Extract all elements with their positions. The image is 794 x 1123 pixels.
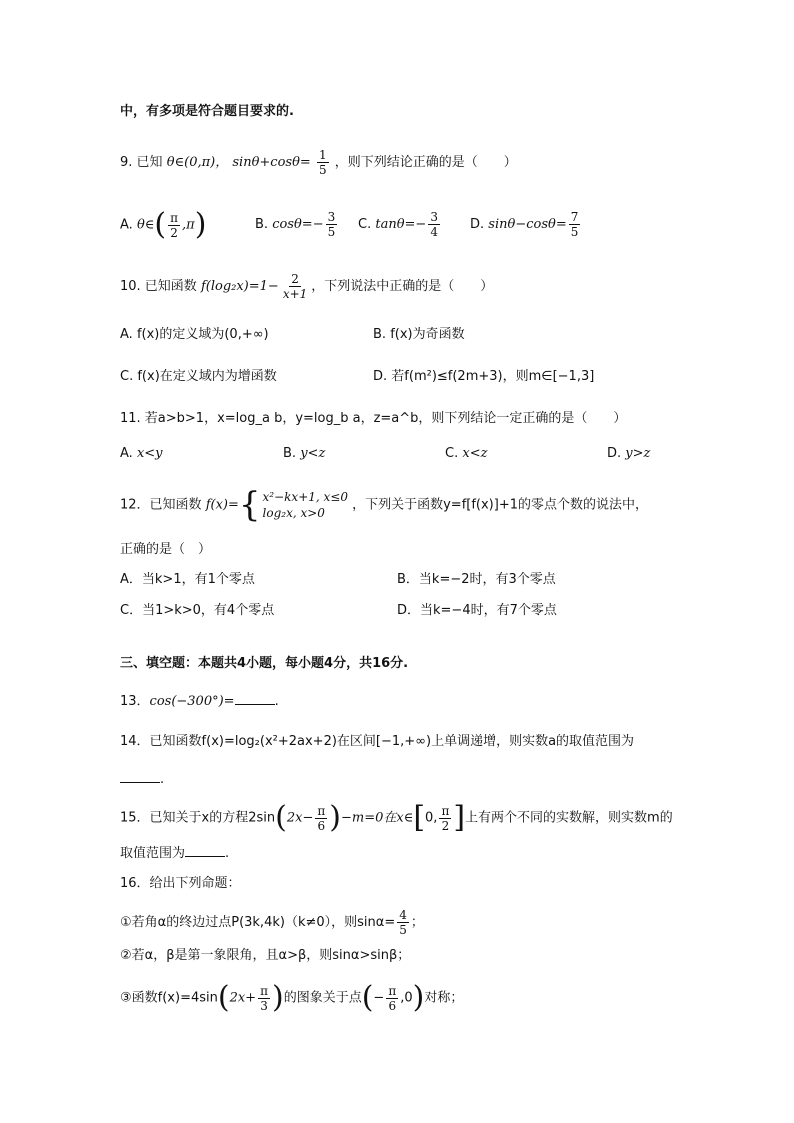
- q10-option-b: [373, 325, 465, 345]
- q12-piecewise: [238, 485, 348, 525]
- q15-int-den: 2: [441, 818, 450, 833]
- q11-option-a: [120, 444, 163, 464]
- q12-suffix: ，下列关于函数y=f[f(x)]+1的零点个数的说法中，: [352, 497, 648, 513]
- q16-p1-fraction: [397, 908, 409, 937]
- q9-condition-sum: sinθ+cosθ=: [232, 155, 311, 170]
- right-paren-icon: ): [194, 207, 207, 242]
- q11-b-label: B.: [283, 446, 297, 461]
- q9-c-fraction: [428, 210, 440, 239]
- q12-option-d: D．当k=−4时，有7个零点: [397, 603, 557, 618]
- q16-p3-post: 对称；: [424, 990, 464, 1006]
- q10-a-text: f(x)的定义域为(0,+∞): [136, 327, 269, 342]
- question-9-stem: [120, 148, 517, 177]
- left-paren-icon: (: [217, 980, 230, 1015]
- q12-option-a: A．当k>1，有1个零点: [120, 572, 255, 587]
- q9-c-den: 4: [430, 225, 438, 239]
- q15-mid: −m=0在x∈: [340, 810, 414, 826]
- q11-b-text: y<z: [300, 446, 326, 461]
- intro-line: 中，有多项是符合题目要求的.: [120, 104, 294, 119]
- q9-a-fraction: [168, 211, 180, 240]
- q10-option-a: [120, 325, 269, 345]
- q16-p3-pre: ③函数f(x)=4sin: [120, 990, 218, 1006]
- right-bracket-icon: ]: [453, 800, 466, 835]
- question-14-line2: [120, 768, 164, 790]
- q15-line2-text: 取值范围为: [120, 846, 186, 861]
- question-16-title: 16．给出下列命题：: [120, 876, 241, 891]
- q16-p3-inner-den: 3: [260, 998, 268, 1013]
- q9-option-b: [255, 210, 339, 239]
- q16-p3-point-fraction: [386, 984, 398, 1013]
- q9-option-c: [358, 210, 442, 239]
- q9-c-num: 3: [430, 210, 438, 224]
- q12-prefix: 12．已知函数: [120, 497, 202, 513]
- question-10-stem: [120, 272, 493, 301]
- q9-option-d: [470, 210, 582, 239]
- q15-inner-fraction: [315, 804, 327, 833]
- question-12-stem: [120, 485, 648, 525]
- q10-frac-num: 2: [291, 272, 299, 286]
- q9-b-label: B.: [255, 217, 269, 232]
- q9-suffix: ，则下列结论正确的是（ ）: [334, 155, 517, 170]
- question-13: [120, 690, 279, 712]
- q9-d-fraction: [569, 210, 581, 239]
- left-paren-icon: (: [154, 207, 167, 242]
- q11-option-d: [607, 444, 650, 464]
- section-3-heading: 三、填空题：本题共4小题，每小题4分，共16分.: [120, 656, 409, 671]
- q9-c-label: C.: [358, 217, 372, 232]
- q9-a-frac-num: π: [170, 210, 178, 225]
- q12-option-c: C．当1>k>0，有4个零点: [120, 603, 275, 618]
- q9-frac-den: 5: [318, 163, 327, 177]
- question-11-stem: 11. 若a>b>1，x=log_a b，y=log_b a，z=a^b，则下列结论一定正确的是（ ）: [120, 411, 627, 426]
- q16-proposition-2: ②若α，β是第一象限角，且α>β，则sinα>sinβ；: [120, 948, 411, 963]
- q15-inner-num: π: [317, 803, 326, 818]
- question-14-line1: 14．已知函数f(x)=log₂(x²+2ax+2)在区间[−1,+∞)上单调递增，则实数a的取值范围为: [120, 734, 635, 749]
- q11-a-label: A.: [120, 446, 133, 461]
- q16-p3-inner-fraction: [258, 984, 270, 1013]
- q9-a-text-pre: θ∈: [136, 217, 155, 233]
- q16-proposition-1: [120, 908, 424, 937]
- q14-answer-blank[interactable]: [120, 768, 160, 783]
- q9-d-label: D.: [470, 217, 485, 232]
- q13-answer-blank[interactable]: [235, 690, 275, 705]
- q11-option-b: [283, 444, 325, 464]
- q16-p1-post: ；: [410, 915, 424, 930]
- q9-b-den: 5: [327, 225, 336, 239]
- q16-p3-inner-pre: 2x+: [229, 990, 257, 1006]
- right-paren-icon: ): [412, 980, 425, 1015]
- q13-prefix: 13．: [120, 694, 150, 709]
- q16-p1-num: 4: [399, 908, 407, 922]
- q9-a-frac-den: 2: [170, 225, 178, 240]
- q9-d-text: sinθ−cosθ=: [488, 217, 567, 232]
- q10-function: f(log₂x)=1−: [200, 279, 279, 294]
- q9-b-text: cosθ=−: [272, 217, 324, 232]
- q9-d-den: 5: [570, 225, 579, 239]
- q10-d-label: D.: [373, 369, 388, 384]
- q16-p3-inner-num: π: [260, 983, 268, 998]
- q12-fx: f(x)=: [205, 497, 239, 513]
- q16-p3-pt-num: π: [388, 983, 397, 998]
- q10-b-text: f(x)为奇函数: [390, 327, 465, 342]
- q16-p1-pre: ①若角α的终边过点P(3k,4k)（k≠0），则sinα=: [120, 915, 396, 930]
- q11-option-c: [445, 444, 487, 464]
- q16-p3-point-pre: −: [373, 990, 385, 1006]
- q10-c-text: f(x)在定义域内为增函数: [137, 369, 277, 384]
- q12-piece-2: log₂x, x>0: [262, 506, 325, 520]
- q14-suffix: .: [160, 772, 165, 787]
- left-brace-icon: {: [238, 485, 261, 525]
- q15-answer-blank[interactable]: [185, 842, 225, 857]
- q15-interval-fraction: [439, 804, 451, 833]
- q16-proposition-3: [120, 980, 464, 1015]
- q11-d-text: y>z: [625, 446, 651, 461]
- q16-p3-point-post: ,0: [400, 990, 413, 1006]
- q15-line2-suffix: .: [225, 846, 230, 861]
- q10-frac-den: x+1: [282, 287, 308, 301]
- q9-c-text: tanθ=−: [375, 217, 427, 232]
- left-paren-icon: (: [361, 980, 374, 1015]
- q15-inner-den: 6: [317, 818, 326, 833]
- q10-a-label: A.: [120, 327, 133, 342]
- q10-fraction: [281, 272, 309, 301]
- q9-frac-num: 1: [318, 148, 327, 162]
- q16-p1-den: 5: [399, 923, 407, 937]
- q16-p3-mid: 的图象关于点: [283, 990, 362, 1006]
- q9-d-num: 7: [570, 210, 579, 224]
- q11-a-text: x<y: [136, 446, 163, 461]
- q13-expression: cos(−300°)=: [149, 694, 235, 709]
- q9-a-label: A.: [120, 217, 133, 233]
- question-15-line2: [120, 842, 229, 864]
- q12-piece-1: x²−kx+1, x≤0: [262, 490, 348, 504]
- question-12-stem-line2: 正确的是（ ）: [120, 542, 212, 557]
- q10-suffix: ，下列说法中正确的是（ ）: [311, 279, 494, 294]
- q10-prefix: 10. 已知函数: [120, 279, 197, 294]
- q9-prefix: 9. 已知: [120, 155, 163, 170]
- q9-option-a: [120, 207, 207, 242]
- q11-c-label: C.: [445, 446, 459, 461]
- q10-c-label: C.: [120, 369, 134, 384]
- q12-piece-lines: [263, 489, 348, 521]
- right-paren-icon: ): [329, 800, 341, 835]
- q12-option-b: B．当k=−2时，有3个零点: [397, 572, 556, 587]
- q9-condition-domain: θ∈(0,π)，: [166, 155, 229, 170]
- left-paren-icon: (: [275, 800, 287, 835]
- question-15-line1: [120, 800, 673, 835]
- q9-fraction: [317, 148, 329, 177]
- q10-option-c: [120, 367, 277, 387]
- q11-c-text: x<z: [462, 446, 488, 461]
- left-bracket-icon: [: [413, 800, 426, 835]
- q9-a-text-post: ,π: [182, 217, 195, 233]
- q9-b-num: 3: [327, 210, 336, 224]
- q11-d-label: D.: [607, 446, 622, 461]
- q15-interval-pre: 0,: [425, 810, 438, 826]
- q15-inner-pre: 2x−: [286, 810, 314, 826]
- q9-b-fraction: [326, 210, 338, 239]
- q10-d-text: 若f(m²)≤f(2m+3)，则m∈[−1,3]: [391, 369, 595, 384]
- right-paren-icon: ): [271, 980, 284, 1015]
- q15-suffix: 上有两个不同的实数解，则实数m的: [465, 810, 673, 826]
- q10-option-d: [373, 367, 594, 387]
- q15-prefix: 15．已知关于x的方程2sin: [120, 810, 276, 826]
- q10-b-label: B.: [373, 327, 387, 342]
- q15-int-num: π: [441, 803, 450, 818]
- q16-p3-pt-den: 6: [388, 998, 397, 1013]
- q13-suffix: .: [274, 694, 279, 709]
